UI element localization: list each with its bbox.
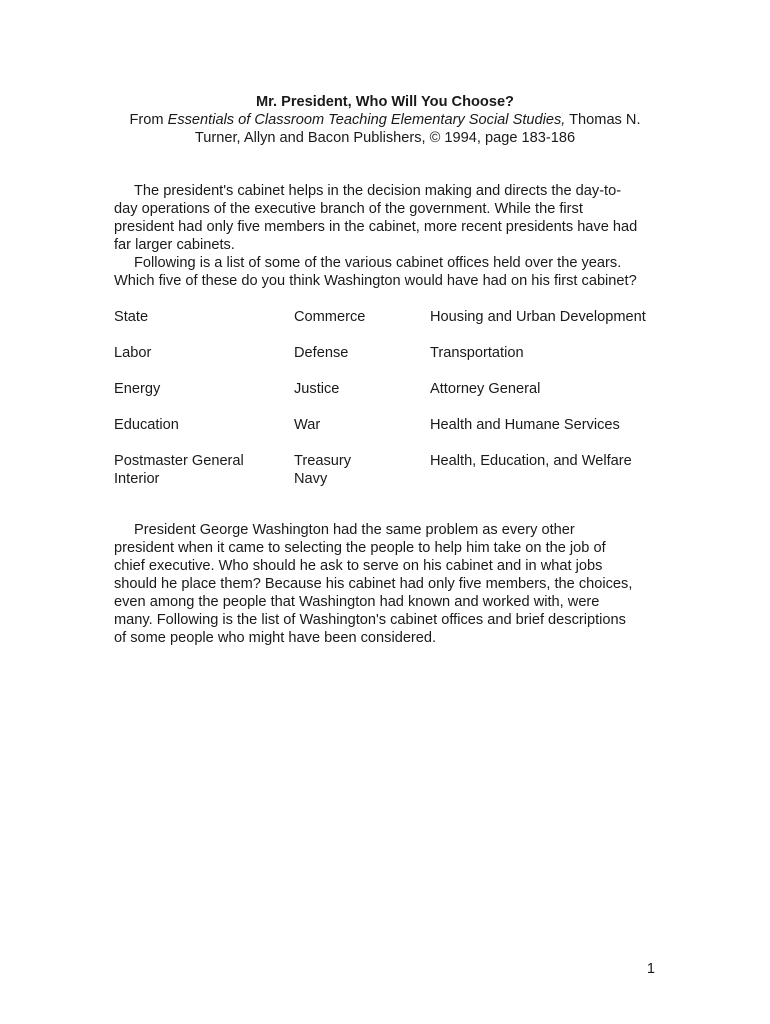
table-row (114, 470, 670, 488)
source-prefix: From (129, 112, 168, 128)
table-row (114, 308, 670, 344)
source-citation-line-2: Turner, Allyn and Bacon Publishers, © 1994, page 183-186 (194, 130, 576, 146)
intro-line: Which five of these do you think Washington would have had on his first cabinet? (114, 273, 637, 289)
closing-paragraph (114, 521, 659, 647)
office-cell: Justice (294, 381, 340, 397)
office-cell: Interior (114, 471, 160, 487)
closing-line: President George Washington had the same problem as every other (134, 522, 575, 538)
intro-line: far larger cabinets. (114, 237, 235, 253)
closing-line: many. Following is the list of Washington's cabinet offices and brief descriptions (114, 612, 626, 628)
office-cell: Health and Humane Services (430, 417, 620, 433)
page-title: Mr. President, Who Will You Choose? (256, 94, 514, 110)
intro-line: president had only five members in the cabinet, more recent presidents have had (114, 219, 638, 235)
office-cell: Navy (294, 471, 328, 487)
office-cell: Commerce (294, 309, 366, 325)
office-cell: Housing and Urban Development (430, 309, 646, 325)
closing-line: should he place them? Because his cabinet had only five members, the choices, (114, 576, 633, 592)
document-header (100, 93, 670, 147)
page-number: 1 (646, 961, 655, 977)
source-author: Thomas N. (565, 112, 641, 128)
intro-paragraph (114, 182, 659, 290)
office-cell: Attorney General (430, 381, 541, 397)
intro-line: Following is a list of some of the various cabinet offices held over the years. (134, 255, 622, 271)
table-row (114, 344, 670, 380)
closing-line: of some people who might have been considered. (114, 630, 437, 646)
office-cell: Postmaster General (114, 453, 244, 469)
office-cell: Treasury (294, 453, 352, 469)
office-cell: Health, Education, and Welfare (430, 453, 632, 469)
office-cell: State (114, 309, 149, 325)
table-row (114, 416, 670, 452)
intro-line: day operations of the executive branch of the government. While the first (114, 201, 583, 217)
office-cell: Transportation (430, 345, 524, 361)
table-row (114, 452, 670, 470)
source-citation-line-1 (100, 111, 670, 129)
office-cell: War (294, 417, 321, 433)
closing-line: even among the people that Washington had known and worked with, were (114, 594, 600, 610)
closing-line: president when it came to selecting the people to help him take on the job of (114, 540, 606, 556)
office-cell: Energy (114, 381, 161, 397)
office-cell: Defense (294, 345, 349, 361)
table-row (114, 380, 670, 416)
intro-line: The president's cabinet helps in the decision making and directs the day-to- (134, 183, 622, 199)
office-cell: Education (114, 417, 179, 433)
cabinet-offices-list (114, 308, 670, 488)
office-cell: Labor (114, 345, 152, 361)
source-book-title: Essentials of Classroom Teaching Elementary Social Studies, (167, 112, 566, 128)
closing-line: chief executive. Who should he ask to serve on his cabinet and in what jobs (114, 558, 603, 574)
office-cell (430, 470, 670, 488)
